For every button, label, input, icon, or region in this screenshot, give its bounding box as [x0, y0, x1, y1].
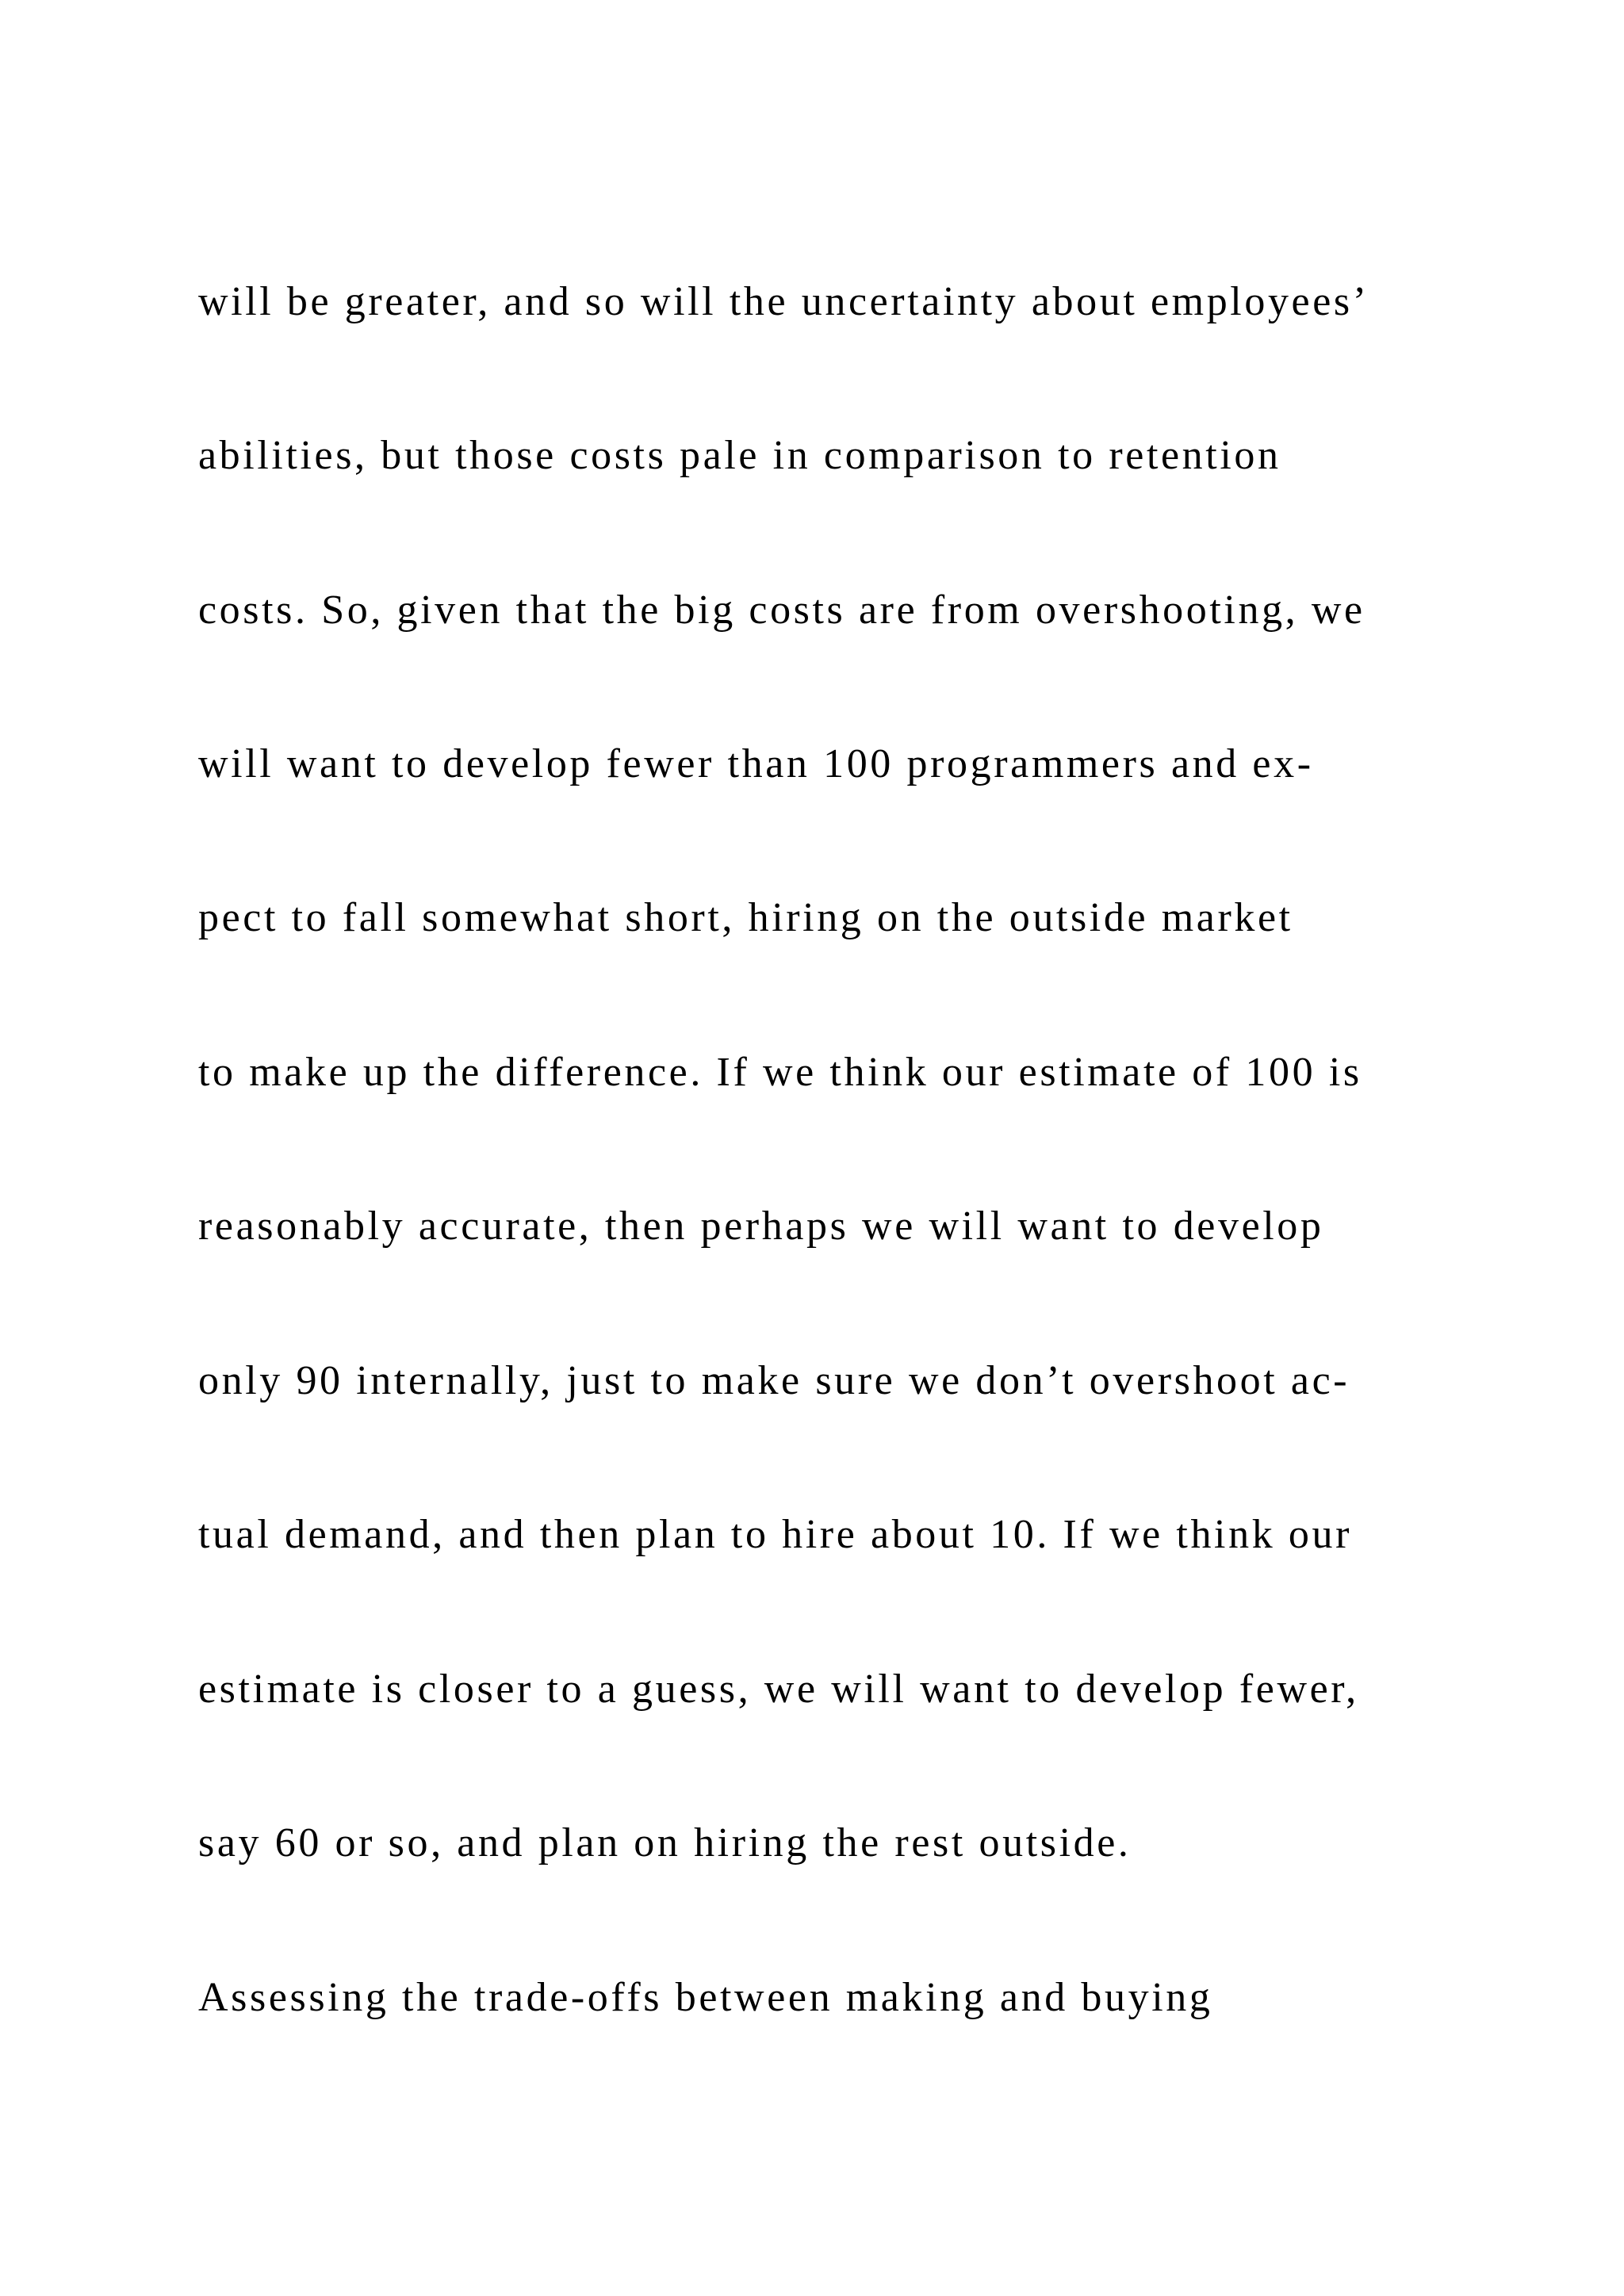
- text-line: to make up the difference. If we think our estimate of 100 is: [198, 1050, 1362, 1095]
- text-line: pect to fall somewhat short, hiring on the outside market: [198, 895, 1293, 940]
- section-heading-line: Assessing the trade-offs between making and buying: [198, 1975, 1213, 2020]
- text-line: estimate is closer to a guess, we will want to develop fewer,: [198, 1667, 1359, 1712]
- text-line: costs. So, given that the big costs are from overshooting, we: [198, 587, 1365, 633]
- text-line: say 60 or so, and plan on hiring the rest outside.: [198, 1820, 1132, 1866]
- text-line: only 90 internally, just to make sure we don’t overshoot ac-: [198, 1358, 1350, 1403]
- text-line: will want to develop fewer than 100 programmers and ex-: [198, 741, 1314, 786]
- text-line: will be greater, and so will the uncertainty about employees’: [198, 279, 1369, 324]
- text-line: reasonably accurate, then perhaps we will want to develop: [198, 1203, 1324, 1249]
- text-line: tual demand, and then plan to hire about 10. If we think our: [198, 1512, 1353, 1557]
- text-line: abilities, but those costs pale in comparison to retention: [198, 433, 1281, 478]
